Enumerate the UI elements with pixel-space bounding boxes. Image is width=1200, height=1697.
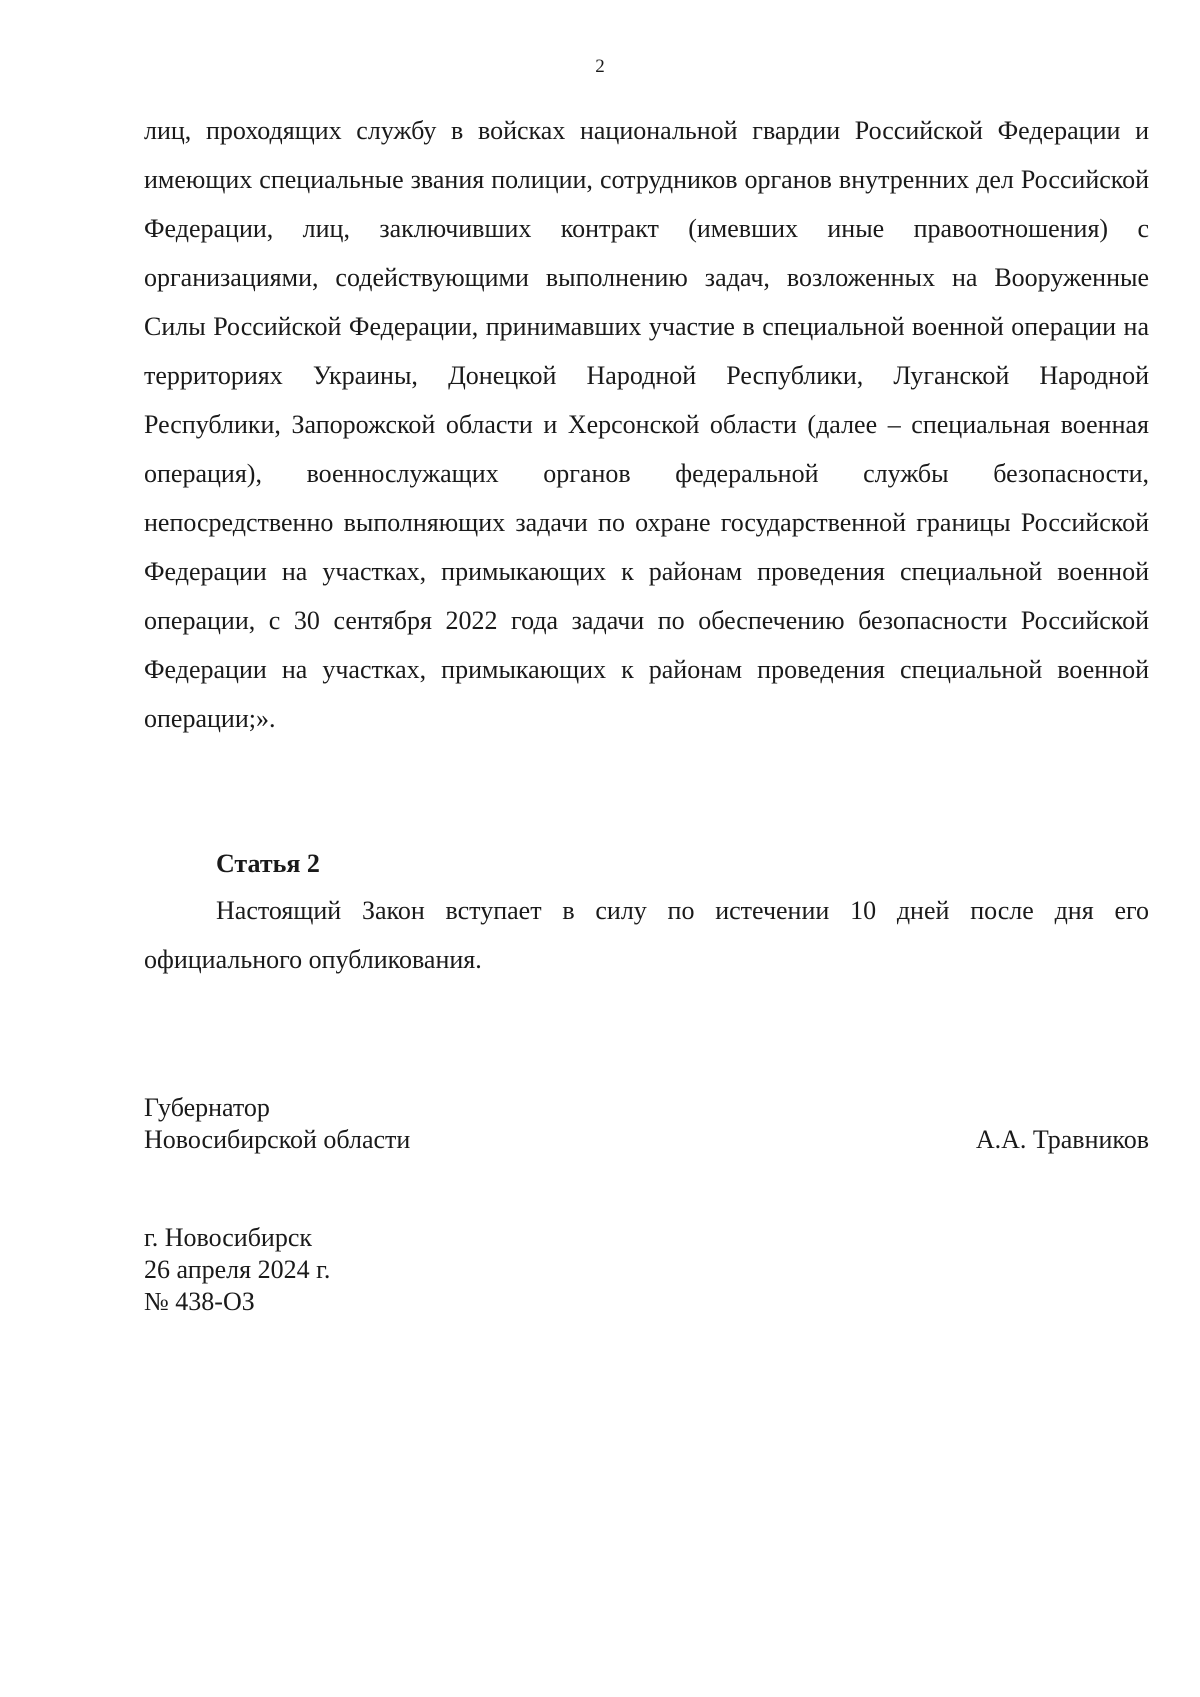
page-number: 2: [595, 56, 605, 77]
signature-title-line1: Губернатор: [144, 1093, 270, 1122]
meta-date: 26 апреля 2024 г.: [144, 1255, 331, 1284]
meta-number: № 438-ОЗ: [144, 1287, 255, 1316]
signature-title-line2: Новосибирской области: [144, 1125, 411, 1154]
signature-title: [144, 1092, 410, 1156]
meta-city: г. Новосибирск: [144, 1223, 313, 1252]
signature-name: А.А. Травников: [975, 1125, 1149, 1154]
document-meta: [144, 1222, 330, 1318]
body-paragraph: лиц, проходящих службу в войсках национальной гвардии Российской Федерации и имеющих специальные звания полиции, сотрудников органов внутренних дел Российской Федерации, лиц, заключивших контракт (имевших иные правоотношения) с организациями, содействующими выполнению задач, возложенных на Вооруженные Силы Российской Федерации, принимавших участие в специальной военной операции на территориях Украины, Донецкой Народной Республики, Луганской Народной Республики, Запорожской области и Херсонской области (далее – специальная военная операция), военнослужащих органов федеральной службы безопасности, непосредственно выполняющих задачи по охране государственной границы Российской Федерации на участках, примыкающих к районам проведения специальной военной операции, с 30 сентября 2022 года задачи по обеспечению безопасности Российской Федерации на участках, примыкающих к районам проведения специальной военной операции;».: [144, 116, 1149, 733]
article-text: Настоящий Закон вступает в силу по истечении 10 дней после дня его официального опубликования.: [144, 896, 1149, 974]
article-heading: Статья 2: [216, 849, 320, 878]
